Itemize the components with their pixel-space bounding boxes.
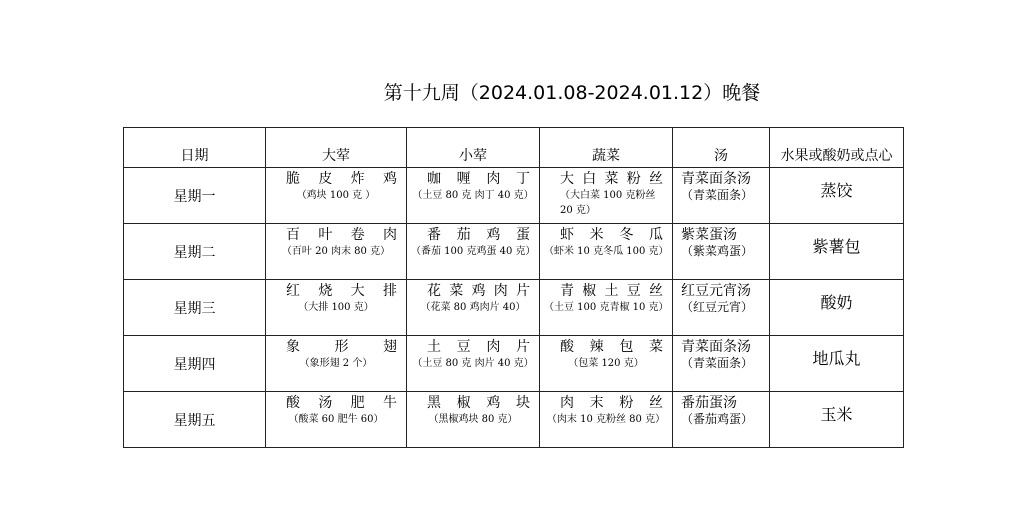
dish-name: 肉末粉丝 — [560, 395, 664, 411]
dish-name: 百叶卷肉 — [286, 227, 398, 243]
day-cell: 星期一 — [124, 168, 266, 224]
table-row — [124, 224, 904, 280]
header-fruit: 水果或酸奶或点心 — [770, 128, 904, 168]
small-meat-cell — [407, 168, 540, 224]
fruit-cell — [770, 280, 904, 336]
dish-detail: （土豆 80 克 肉丁 40 克） — [412, 190, 534, 201]
dish-name: 红烧大排 — [286, 283, 398, 299]
page-title: 第十九周（2024.01.08-2024.01.12）晚餐 — [383, 82, 761, 104]
table-row — [124, 168, 904, 224]
day-cell: 星期五 — [124, 392, 266, 448]
day-cell: 星期三 — [124, 280, 266, 336]
dish-name: 土豆肉片 — [427, 339, 531, 355]
dish-detail: （青菜面条） — [681, 188, 754, 202]
table-row — [124, 392, 904, 448]
soup-cell — [673, 336, 770, 392]
big-meat-cell — [266, 392, 407, 448]
header-small-meat: 小荤 — [407, 128, 540, 168]
dish-name: 红豆元宵汤 — [681, 283, 751, 299]
dish-detail: （虾米 10 克冬瓜 100 克） — [544, 246, 669, 257]
vegetable-cell — [540, 280, 673, 336]
fruit-cell — [770, 224, 904, 280]
fruit-cell — [770, 392, 904, 448]
dish-name: 紫菜蛋汤 — [681, 227, 737, 243]
header-row — [124, 128, 904, 168]
header-soup: 汤 — [673, 128, 770, 168]
dish-name: 青椒土豆丝 — [560, 283, 664, 299]
dish-detail: （黑椒鸡块 80 克） — [428, 414, 518, 425]
dish-detail: （象形翅 2 个） — [299, 358, 373, 369]
header-date: 日期 — [124, 128, 266, 168]
dish-detail: （土豆 80 克 肉片 40 克） — [412, 358, 534, 369]
vegetable-cell — [540, 168, 673, 224]
dish-name: 青菜面条汤 — [681, 171, 751, 187]
fruit-name: 紫薯包 — [812, 237, 861, 256]
dish-name: 酸辣包菜 — [560, 339, 664, 355]
big-meat-cell — [266, 280, 407, 336]
soup-cell — [673, 168, 770, 224]
soup-cell — [673, 280, 770, 336]
small-meat-cell — [407, 280, 540, 336]
dish-detail: （肉末 10 克粉丝 80 克） — [546, 414, 666, 425]
big-meat-cell — [266, 168, 407, 224]
dish-detail: （红豆元宵） — [681, 300, 754, 314]
dish-name: 黑椒鸡块 — [427, 395, 531, 411]
dish-name: 花菜鸡肉片 — [427, 283, 531, 299]
dish-detail: （番茄 100 克鸡蛋 40 克） — [411, 246, 536, 257]
dish-detail: （大白菜 100 克粉丝 20 克） — [560, 190, 656, 216]
header-big-meat: 大荤 — [266, 128, 407, 168]
dish-name: 咖喱肉丁 — [427, 171, 531, 187]
vegetable-cell — [540, 336, 673, 392]
dish-name: 脆皮炸鸡 — [286, 171, 398, 187]
fruit-name: 地瓜丸 — [812, 349, 861, 368]
menu-table — [123, 127, 904, 448]
big-meat-cell — [266, 224, 407, 280]
small-meat-cell — [407, 336, 540, 392]
header-vegetable: 蔬菜 — [540, 128, 673, 168]
dish-detail: （酸菜 60 肥牛 60） — [288, 414, 384, 425]
table-row — [124, 280, 904, 336]
small-meat-cell — [407, 224, 540, 280]
dish-detail: （紫菜鸡蛋） — [681, 244, 754, 258]
dish-name: 青菜面条汤 — [681, 339, 751, 355]
dish-name: 酸汤肥牛 — [286, 395, 398, 411]
dish-name: 虾米冬瓜 — [560, 227, 664, 243]
fruit-name: 蒸饺 — [820, 181, 853, 200]
dish-detail: （鸡块 100 克 ） — [296, 190, 376, 201]
day-cell: 星期四 — [124, 336, 266, 392]
dish-detail: （花菜 80 鸡肉片 40） — [420, 302, 526, 313]
dish-detail: （包菜 120 克） — [568, 358, 644, 369]
dish-detail: （大排 100 克） — [298, 302, 374, 313]
fruit-name: 酸奶 — [820, 293, 853, 312]
fruit-cell — [770, 168, 904, 224]
dish-name: 大白菜粉丝 — [560, 171, 664, 187]
dish-detail: （番茄鸡蛋） — [681, 412, 754, 426]
dish-detail: （百叶 20 肉末 80 克） — [281, 246, 391, 257]
dish-detail: （青菜面条） — [681, 356, 754, 370]
small-meat-cell — [407, 392, 540, 448]
dish-detail: （土豆 100 克青椒 10 克） — [544, 302, 669, 313]
dish-name: 象形翅 — [286, 339, 398, 355]
vegetable-cell — [540, 224, 673, 280]
soup-cell — [673, 392, 770, 448]
vegetable-cell — [540, 392, 673, 448]
dish-name: 番茄蛋汤 — [681, 395, 737, 411]
fruit-cell — [770, 336, 904, 392]
dish-name: 番茄鸡蛋 — [427, 227, 531, 243]
table-row — [124, 336, 904, 392]
soup-cell — [673, 224, 770, 280]
fruit-name: 玉米 — [820, 405, 853, 424]
big-meat-cell — [266, 336, 407, 392]
day-cell: 星期二 — [124, 224, 266, 280]
